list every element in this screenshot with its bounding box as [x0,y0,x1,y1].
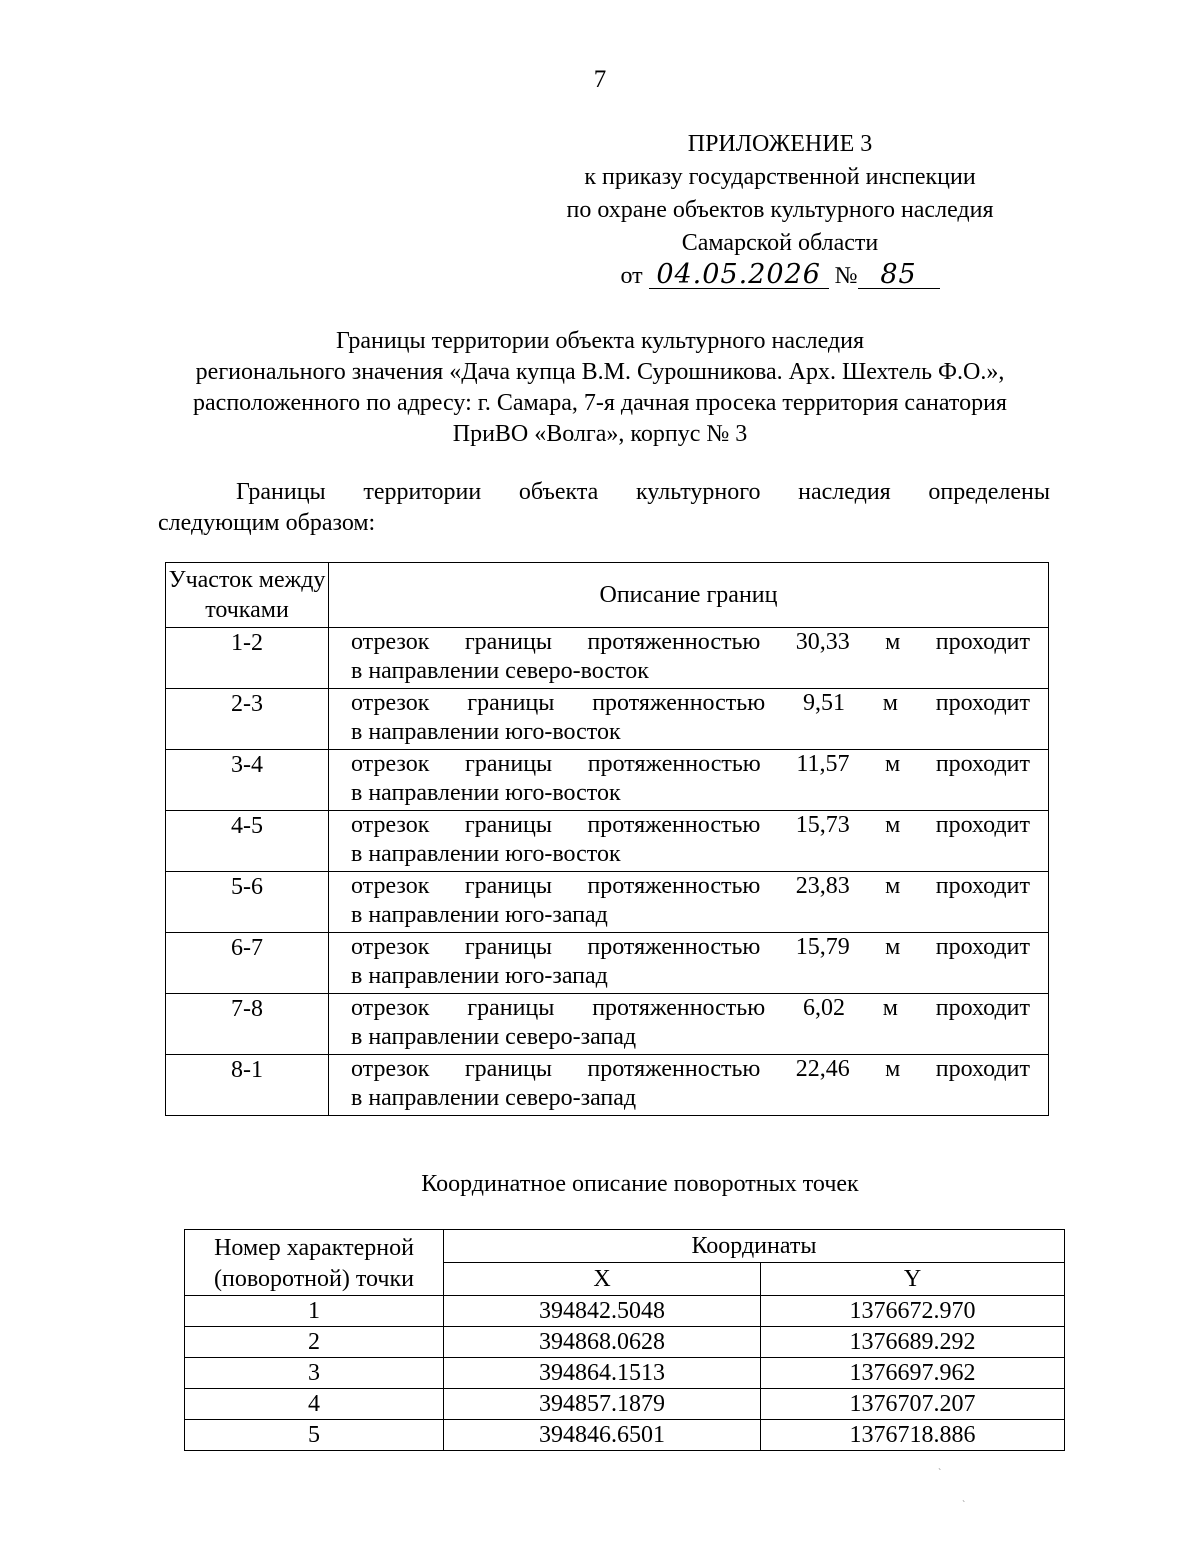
page-number: 7 [593,66,607,93]
table-row [166,811,1049,872]
length-unit: м [885,1056,901,1082]
segment-length: 9,51 [802,690,845,716]
segment-cell: 8-1 [166,1055,329,1116]
segment-cell: 3-4 [166,750,329,811]
segment-length: 15,73 [795,812,850,838]
description-cell [329,933,1049,994]
desc-word: проходит [935,873,1030,899]
segment-cell: 5-6 [166,872,329,933]
segment-length: 23,83 [795,873,850,899]
segment-cell: 1-2 [166,628,329,689]
desc-word: отрезок [351,629,430,655]
coord-header-point [185,1230,444,1296]
description-cell [329,689,1049,750]
description-line-1 [351,1055,1030,1084]
desc-word: отрезок [351,690,430,716]
desc-word: протяженностью [587,873,761,899]
segment-direction: в направлении юго-восток [351,780,621,806]
desc-word: границы [464,812,552,838]
appendix-line-3: Самарской области [681,230,879,256]
desc-word: проходит [935,751,1030,777]
intro-line-2: следующим образом: [158,510,376,536]
table-row [166,933,1049,994]
segment-cell: 6-7 [166,933,329,994]
x-coordinate-cell: 394842.5048 [444,1296,761,1327]
table-row [166,750,1049,811]
intro-line-1: Границы территории объекта культурного наследия определены [236,479,1050,505]
desc-word: проходит [935,1056,1030,1082]
segment-cell: 7-8 [166,994,329,1055]
x-coordinate-cell: 394868.0628 [444,1327,761,1358]
segment-length: 6,02 [802,995,845,1021]
order-date-number [515,260,1045,293]
length-unit: м [885,812,901,838]
scan-speck: ˋ [962,1500,966,1511]
segment-direction: в направлении юго-восток [351,841,621,867]
desc-word: границы [464,873,552,899]
coordinates-title: Координатное описание поворотных точек [421,1171,859,1197]
coordinates-table [184,1229,1065,1451]
description-cell [329,1055,1049,1116]
boundary-header-description: Описание границ [329,563,1049,628]
coord-header-x: X [444,1263,761,1296]
desc-word: границы [467,690,555,716]
segment-cell: 4-5 [166,811,329,872]
date-prefix: от [620,263,643,289]
desc-word: границы [464,1056,552,1082]
x-coordinate-cell: 394857.1879 [444,1389,761,1420]
coord-header-point-line-2: (поворотной) точки [214,1266,414,1292]
segment-length: 11,57 [796,751,850,777]
segment-direction: в направлении юго-восток [351,719,621,745]
point-number-cell: 3 [185,1358,444,1389]
order-date: 04.05.2026 [649,262,829,289]
description-cell [329,628,1049,689]
boundary-table [165,562,1049,1116]
description-line-1 [351,689,1030,718]
length-unit: м [885,751,901,777]
table-row [185,1389,1065,1420]
length-unit: м [882,995,898,1021]
coord-header-y: Y [761,1263,1065,1296]
desc-word: отрезок [351,1056,430,1082]
title-line-2: регионального значения «Дача купца В.М. Сурошникова. Арх. Шехтель Ф.О.», [195,359,1005,385]
coord-header-coordinates: Координаты [444,1230,1065,1263]
segment-length: 22,46 [795,1056,850,1082]
segment-direction: в направлении юго-запад [351,963,608,989]
description-cell [329,750,1049,811]
table-row [185,1358,1065,1389]
segment-direction: в направлении северо-запад [351,1024,637,1050]
desc-word: границы [465,751,553,777]
point-number-cell: 5 [185,1420,444,1451]
document-title [100,326,1100,450]
desc-word: отрезок [351,812,430,838]
desc-word: границы [464,629,552,655]
description-line-1 [351,872,1030,901]
desc-word: протяженностью [587,812,761,838]
point-number-cell: 4 [185,1389,444,1420]
table-row [166,872,1049,933]
coord-header-point-line-1: Номер характерной [214,1235,414,1261]
title-line-3: расположенного по адресу: г. Самара, 7-я дачная просека территория санатория [193,390,1007,416]
description-line-1 [351,933,1030,962]
y-coordinate-cell: 1376718.886 [761,1420,1065,1451]
desc-word: проходит [935,629,1030,655]
desc-word: проходит [935,995,1030,1021]
description-line-1 [351,994,1030,1023]
appendix-title: ПРИЛОЖЕНИЕ 3 [687,131,873,157]
appendix-block [515,128,1045,293]
description-line-1 [351,628,1030,657]
description-line-1 [351,811,1030,840]
desc-word: отрезок [351,934,430,960]
desc-word: протяженностью [592,690,766,716]
desc-word: протяженностью [592,995,766,1021]
segment-length: 15,79 [795,934,850,960]
desc-word: протяженностью [587,751,761,777]
table-row [185,1420,1065,1451]
table-row [166,1055,1049,1116]
desc-word: проходит [935,812,1030,838]
segment-direction: в направлении юго-запад [351,902,608,928]
description-cell [329,994,1049,1055]
y-coordinate-cell: 1376672.970 [761,1296,1065,1327]
segment-cell: 2-3 [166,689,329,750]
order-number: 85 [858,262,940,289]
desc-word: протяженностью [587,934,761,960]
desc-word: отрезок [351,751,430,777]
desc-word: отрезок [351,873,430,899]
length-unit: м [885,934,901,960]
table-row [166,628,1049,689]
length-unit: м [885,873,901,899]
boundary-header-segment: Участок между точками [166,563,329,628]
point-number-cell: 2 [185,1327,444,1358]
table-row [185,1327,1065,1358]
number-prefix: № [834,263,858,289]
segment-length: 30,33 [795,629,850,655]
y-coordinate-cell: 1376707.207 [761,1389,1065,1420]
desc-word: границы [464,934,552,960]
desc-word: отрезок [351,995,430,1021]
scan-speck: ˋ [938,1468,942,1479]
title-line-4: ПриВО «Волга», корпус № 3 [452,421,748,447]
length-unit: м [882,690,898,716]
x-coordinate-cell: 394864.1513 [444,1358,761,1389]
appendix-line-2: по охране объектов культурного наследия [566,197,994,223]
title-line-1: Границы территории объекта культурного наследия [335,328,865,354]
description-cell [329,872,1049,933]
desc-word: протяженностью [587,629,761,655]
table-row [185,1296,1065,1327]
length-unit: м [885,629,901,655]
table-row [166,994,1049,1055]
appendix-line-1: к приказу государственной инспекции [584,164,976,190]
intro-paragraph [158,477,1050,539]
point-number-cell: 1 [185,1296,444,1327]
desc-word: границы [467,995,555,1021]
y-coordinate-cell: 1376689.292 [761,1327,1065,1358]
x-coordinate-cell: 394846.6501 [444,1420,761,1451]
description-cell [329,811,1049,872]
desc-word: проходит [935,690,1030,716]
table-row [166,689,1049,750]
desc-word: протяженностью [587,1056,761,1082]
desc-word: проходит [935,934,1030,960]
y-coordinate-cell: 1376697.962 [761,1358,1065,1389]
segment-direction: в направлении северо-восток [351,658,649,684]
segment-direction: в направлении северо-запад [351,1085,637,1111]
description-line-1 [351,750,1030,779]
